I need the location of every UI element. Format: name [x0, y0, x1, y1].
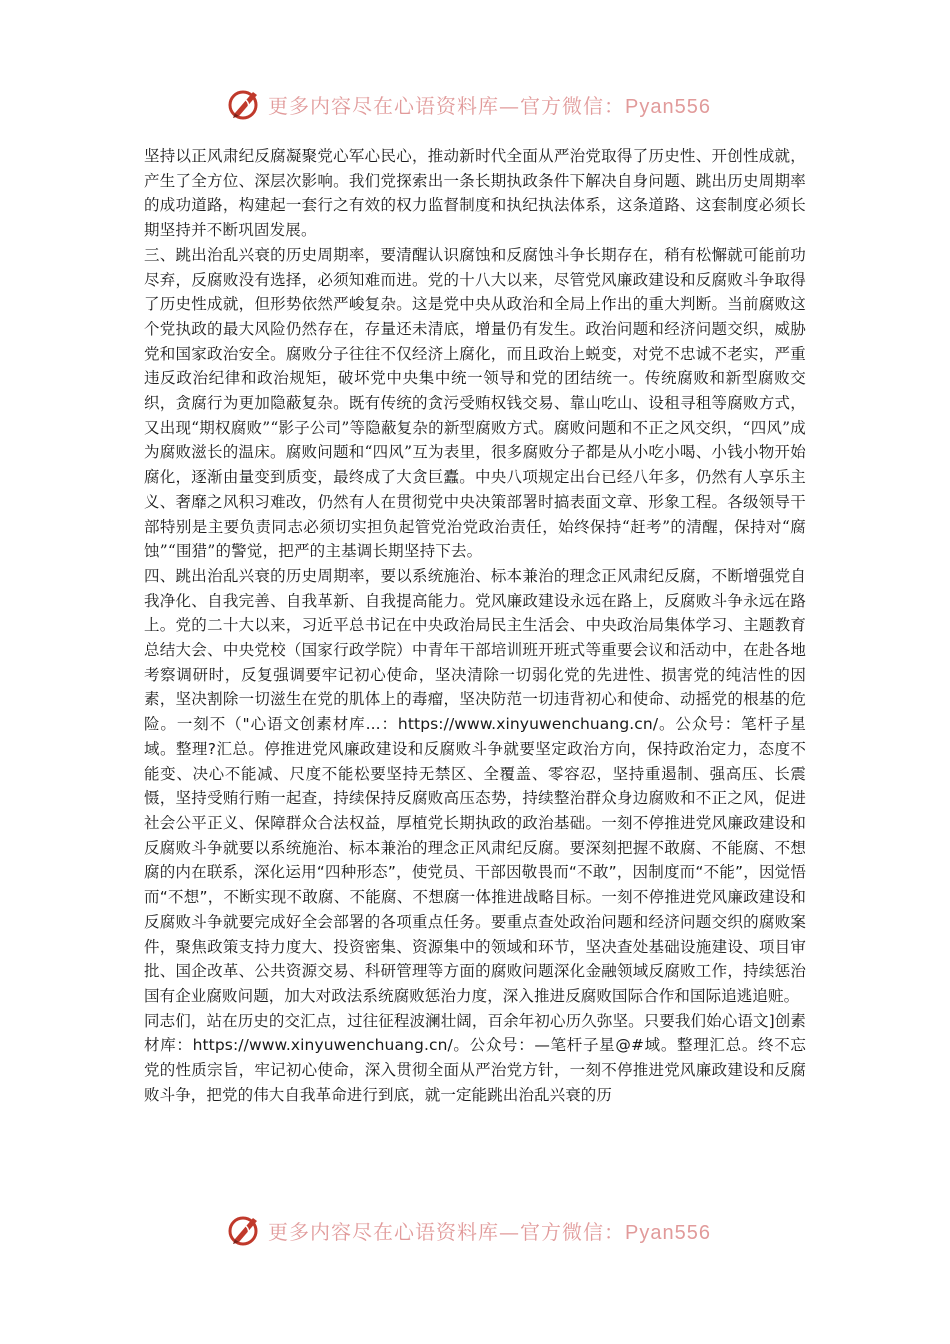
header-banner-label: 更多内容尽在心语资料库—官方微信： [268, 93, 625, 118]
pen-circle-logo-icon [226, 86, 262, 122]
footer-banner [226, 1212, 746, 1248]
header-wechat-id: Pyan556 [625, 95, 711, 118]
footer-wechat-id: Pyan556 [625, 1221, 711, 1244]
paragraph-1: 坚持以正风肃纪反腐凝聚党心军心民心，推动新时代全面从严治党取得了历史性、开创性成就，产生了全方位、深层次影响。我们党探索出一条长期执政条件下解决自身问题、跳出历史周期率的成功道路，构建起一套行之有效的权力监督制度和执纪执法体系，这条道路、这套制度必须长期坚持并不断巩固发展。 [144, 147, 806, 240]
footer-banner-label: 更多内容尽在心语资料库—官方微信： [268, 1219, 625, 1244]
paragraph-4: 同志们，站在历史的交汇点，过往征程波澜壮阔，百余年初心历久弥坚。只要我们始心语文]创素材库：https://www.xinyuwenchuang.cn/。公众号：—笔杆子星@#域。整理汇总。终不忘党的性质宗旨，牢记初心使命，深入贯彻全面从严治党方针，一刻不停推进党风廉政建设和反腐败斗争，把党的伟大自我革命进行到底，就一定能跳出治乱兴衰的历 [144, 1011, 806, 1104]
header-banner [226, 86, 746, 122]
header-banner-text [268, 90, 711, 119]
document-body [144, 144, 806, 1107]
pen-circle-logo-icon [226, 1212, 262, 1248]
paragraph-3: 四、跳出治乱兴衰的历史周期率，要以系统施治、标本兼治的理念正风肃纪反腐，不断增强党自我净化、自我完善、自我革新、自我提高能力。党风廉政建设永远在路上，反腐败斗争永远在路上。党的二十大以来，习近平总书记在中央政治局民主生活会、中央政治局集体学习、主题教育总结大会、中央党校（国家行政学院）中青年干部培训班开班式等重要会议和活动中，在赴各地考察调研时，反复强调要牢记初心使命，坚决清除一切弱化党的先进性、损害党的纯洁性的因素，坚决割除一切滋生在党的肌体上的毒瘤，坚决防范一切违背初心和使命、动摇党的根基的危险。一刻不（"心语文创素材库...：https://www.xinyuwenchuang.cn/。公众号：笔杆子星域。整理?汇总。停推进党风廉政建设和反腐败斗争就要坚定政治方向，保持政治定力，态度不能变、决心不能减、尺度不能松要坚持无禁区、全覆盖、零容忍，坚持重遏制、强高压、长震慑，坚持受贿行贿一起查，持续保持反腐败高压态势，持续整治群众身边腐败和不正之风，促进社会公平正义、保障群众合法权益，厚植党长期执政的政治基础。一刻不停推进党风廉政建设和反腐败斗争就要以系统施治、标本兼治的理念正风肃纪反腐。要深刻把握不敢腐、不能腐、不想腐的内在联系，深化运用“四种形态”，使党员、干部因敬畏而“不敢”，因制度而“不能”，因觉悟而“不想”，不断实现不敢腐、不能腐、不想腐一体推进战略目标。一刻不停推进党风廉政建设和反腐败斗争就要完成好全会部署的各项重点任务。要重点查处政治问题和经济问题交织的腐败案件，聚焦政策支持力度大、投资密集、资源集中的领域和环节，坚决查处基础设施建设、项目审批、国企改革、公共资源交易、科研管理等方面的腐败问题深化金融领域反腐败工作，持续惩治国有企业腐败问题，加大对政法系统腐败惩治力度，深入推进反腐败国际合作和国际追逃追赃。 [144, 566, 806, 1005]
paragraph-2: 三、跳出治乱兴衰的历史周期率，要清醒认识腐蚀和反腐蚀斗争长期存在，稍有松懈就可能前功尽弃，反腐败没有选择，必须知难而进。党的十八大以来，尽管党风廉政建设和反腐败斗争取得了历史性成就，但形势依然严峻复杂。这是党中央从政治和全局上作出的重大判断。当前腐败这个党执政的最大风险仍然存在，存量还未清底，增量仍有发生。政治问题和经济问题交织，威胁党和国家政治安全。腐败分子往往不仅经济上腐化，而且政治上蜕变，对党不忠诚不老实，严重违反政治纪律和政治规矩，破坏党中央集中统一领导和党的团结统一。传统腐败和新型腐败交织，贪腐行为更加隐蔽复杂。既有传统的贪污受贿权钱交易、靠山吃山、设租寻租等腐败方式，又出现“期权腐败”“影子公司”等隐蔽复杂的新型腐败方式。腐败问题和不正之风交织，“四风”成为腐败滋长的温床。腐败问题和“四风”互为表里，很多腐败分子都是从小吃小喝、小钱小物开始腐化，逐渐由量变到质变，最终成了大贪巨蠹。中央八项规定出台已经八年多，仍然有人享乐主义、奢靡之风积习难改，仍然有人在贯彻党中央决策部署时搞表面文章、形象工程。各级领导干部特别是主要负责同志必须切实担负起管党治党政治责任，始终保持“赶考”的清醒，保持对“腐蚀”“围猎”的警觉，把严的主基调长期坚持下去。 [144, 245, 806, 561]
footer-banner-text [268, 1216, 711, 1245]
